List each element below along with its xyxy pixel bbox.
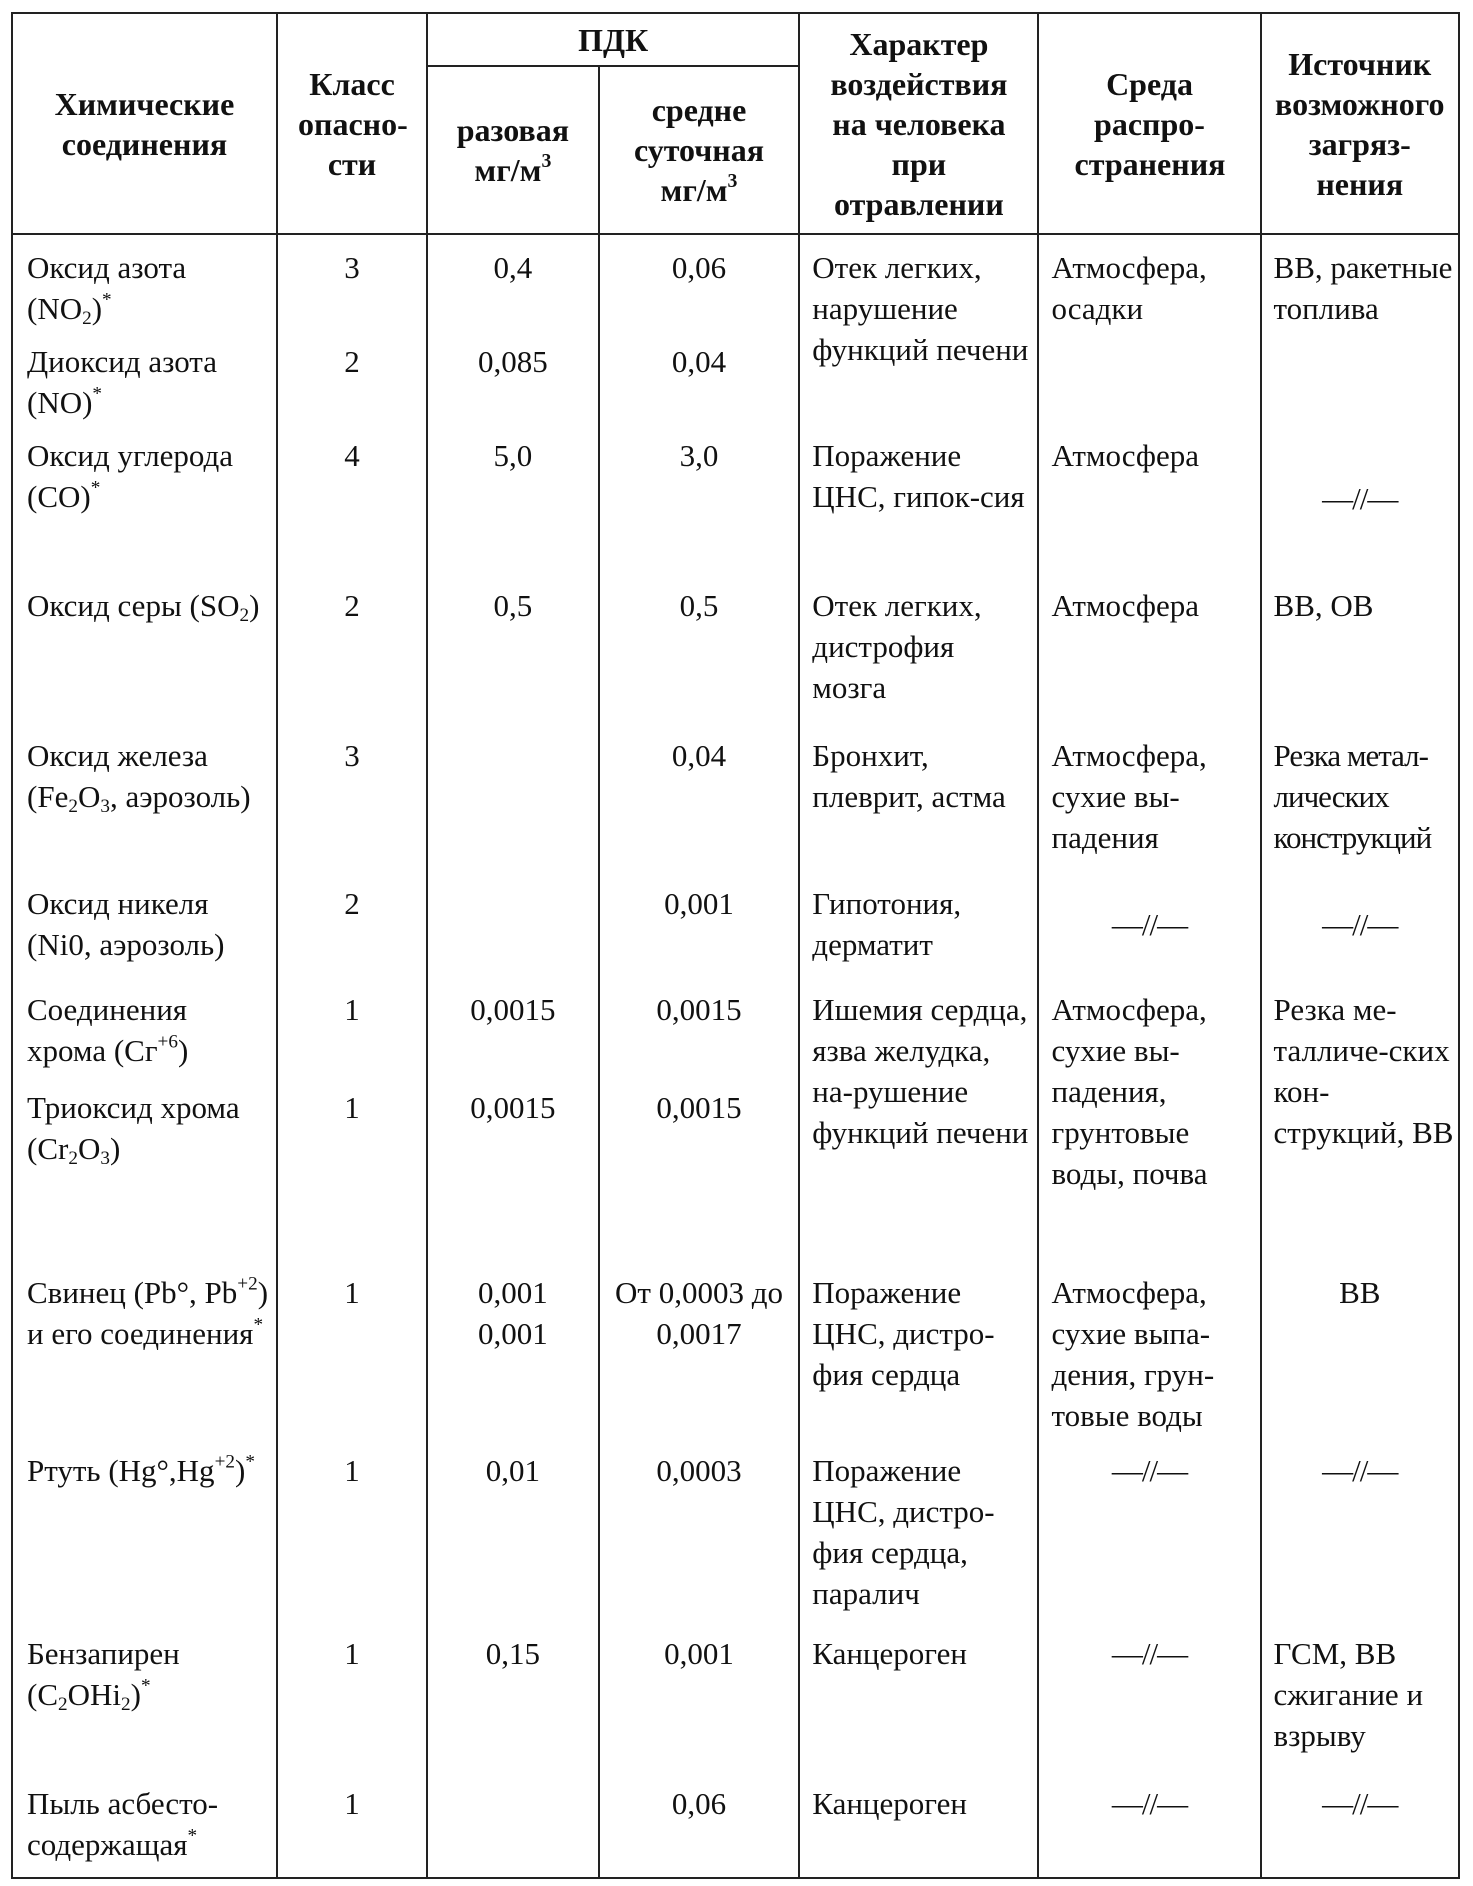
source: Резка метал-лических конструкций — [1261, 723, 1459, 871]
medium — [1038, 871, 1260, 977]
medium — [1038, 1771, 1260, 1878]
header-effect: Характер воздействия на человека при отравлении — [799, 13, 1038, 234]
source — [1261, 1771, 1459, 1878]
source: ВВ — [1261, 1260, 1459, 1438]
effect: Поражение ЦНС, дистро-фия сердца — [799, 1260, 1038, 1438]
medium: Атмосфера — [1038, 573, 1260, 723]
header-medium: Среда распро-странения — [1038, 13, 1260, 234]
hazard-class: 2 — [277, 329, 427, 423]
header-daily: средне суточная $мг/м^3$ — [599, 66, 800, 234]
compound-name: Оксид углерода (CO)* — [12, 423, 277, 573]
pdk-daily: 0,04 — [599, 723, 800, 871]
medium: Атмосфера, сухие вы-падения — [1038, 723, 1260, 871]
ditto-mark: —//— — [1322, 1786, 1398, 1821]
pdk-daily: 0,0015 — [599, 1075, 800, 1260]
hazard-class: 1 — [277, 977, 427, 1075]
effect: Отек легких, нарушение функций печени — [799, 234, 1038, 423]
effect: Канцероген — [799, 1771, 1038, 1878]
pdk-single: 0,001 0,001 — [427, 1260, 599, 1438]
pdk-single: 0,0015 — [427, 1075, 599, 1260]
pdk-single: 0,5 — [427, 573, 599, 723]
compound-name: Свинец (Pb°, $Pb^{+2}$) и его соединения* — [12, 1260, 277, 1438]
pdk-single: 0,4 — [427, 234, 599, 329]
table-row — [12, 1621, 1459, 1771]
effect: Канцероген — [799, 1621, 1038, 1771]
table-row — [12, 1438, 1459, 1621]
pdk-single — [427, 1771, 599, 1878]
effect: Поражение ЦНС, дистро-фия сердца, паралич — [799, 1438, 1038, 1621]
pdk-single: 0,0015 — [427, 977, 599, 1075]
pdk-single — [427, 871, 599, 977]
hazard-class: 1 — [277, 1771, 427, 1878]
medium: Атмосфера, осадки — [1038, 234, 1260, 423]
hazard-class: 3 — [277, 234, 427, 329]
source: ВВ, ракетные топлива — [1261, 234, 1459, 423]
pdk-single: 0,085 — [427, 329, 599, 423]
pdk-daily: 0,001 — [599, 1621, 800, 1771]
hazard-class: 3 — [277, 723, 427, 871]
compound-name: Оксид серы $(SO_2)$ — [12, 573, 277, 723]
source — [1261, 423, 1459, 573]
pdk-daily: 0,5 — [599, 573, 800, 723]
compound-name: Оксид железа ($Fe_2O_3$, аэрозоль) — [12, 723, 277, 871]
table-row — [12, 1260, 1459, 1438]
hazard-class: 1 — [277, 1438, 427, 1621]
pdk-daily: 0,001 — [599, 871, 800, 977]
hazard-class: 2 — [277, 573, 427, 723]
header-class: Класс опасно-сти — [277, 13, 427, 234]
pdk-single: 5,0 — [427, 423, 599, 573]
source: ВВ, ОВ — [1261, 573, 1459, 723]
pdk-daily: 0,04 — [599, 329, 800, 423]
pdk-daily: 0,06 — [599, 1771, 800, 1878]
medium: Атмосфера, сухие выпа-дения, грун-товые воды — [1038, 1260, 1260, 1438]
header-pdk: ПДК — [427, 13, 799, 66]
hazard-class: 1 — [277, 1075, 427, 1260]
header-row-top — [12, 13, 1459, 66]
table-row — [12, 423, 1459, 573]
hazard-class: 1 — [277, 1260, 427, 1438]
pdk-daily: 3,0 — [599, 423, 800, 573]
effect: Ишемия сердца, язва желудка, на-рушение функций печени — [799, 977, 1038, 1260]
effect: Гипотония, дерматит — [799, 871, 1038, 977]
ditto-mark: —//— — [1111, 1786, 1188, 1821]
compound-name: Соединения хрома $(Сг^{+6})$ — [12, 977, 277, 1075]
hazard-class: 2 — [277, 871, 427, 977]
header-compound: Химические соединения — [12, 13, 277, 234]
source — [1261, 871, 1459, 977]
hazard-class: 1 — [277, 1621, 427, 1771]
effect: Поражение ЦНС, гипок-сия — [799, 423, 1038, 573]
pdk-single — [427, 723, 599, 871]
compound-name: Оксид азота $(NO_2)^*$ — [12, 234, 277, 329]
compound-name: Оксид никеля (Ni0, аэрозоль) — [12, 871, 277, 977]
ditto-mark: —//— — [1111, 1453, 1188, 1488]
table-row — [12, 871, 1459, 977]
pdk-daily: 0,06 — [599, 234, 800, 329]
pdk-daily: 0,0015 — [599, 977, 800, 1075]
medium: Атмосфера, сухие вы-падения, грунтовые воды, почва — [1038, 977, 1260, 1260]
source — [1261, 1438, 1459, 1621]
pdk-daily: 0,0003 — [599, 1438, 800, 1621]
table-row — [12, 1771, 1459, 1878]
pdk-daily: От 0,0003 до 0,0017 — [599, 1260, 800, 1438]
medium — [1038, 1438, 1260, 1621]
header-source: Источник возможного загряз-нения — [1261, 13, 1459, 234]
ditto-mark: —//— — [1322, 906, 1398, 942]
compound-name: Бензапирен $(C_2OHi_2)^*$ — [12, 1621, 277, 1771]
source: Резка ме-талличе-ских кон-струкций, ВВ — [1261, 977, 1459, 1260]
table-row — [12, 977, 1459, 1075]
hazard-table — [11, 12, 1460, 1879]
table-row — [12, 723, 1459, 871]
compound-name: Пыль асбесто-содержащая* — [12, 1771, 277, 1878]
pdk-single: 0,15 — [427, 1621, 599, 1771]
ditto-mark: —//— — [1111, 1636, 1188, 1671]
ditto-mark: —//— — [1322, 480, 1398, 516]
pdk-single: 0,01 — [427, 1438, 599, 1621]
medium — [1038, 1621, 1260, 1771]
ditto-mark: —//— — [1111, 906, 1188, 942]
source: ГСМ, ВВ сжигание и взрыву — [1261, 1621, 1459, 1771]
compound-name: Триоксид хрома $(Cr_2O_3)$ — [12, 1075, 277, 1260]
effect: Отек легких, дистрофия мозга — [799, 573, 1038, 723]
table-row — [12, 234, 1459, 329]
compound-name: Диоксид азота (NO)* — [12, 329, 277, 423]
header-single: разовая $мг/м^3$ — [427, 66, 599, 234]
effect: Бронхит, плеврит, астма — [799, 723, 1038, 871]
ditto-mark: —//— — [1322, 1453, 1398, 1488]
table-row — [12, 573, 1459, 723]
hazard-class: 4 — [277, 423, 427, 573]
medium: Атмосфера — [1038, 423, 1260, 573]
compound-name: Ртуть $(Hg^\circ,Hg^{+2})^*$ — [12, 1438, 277, 1621]
